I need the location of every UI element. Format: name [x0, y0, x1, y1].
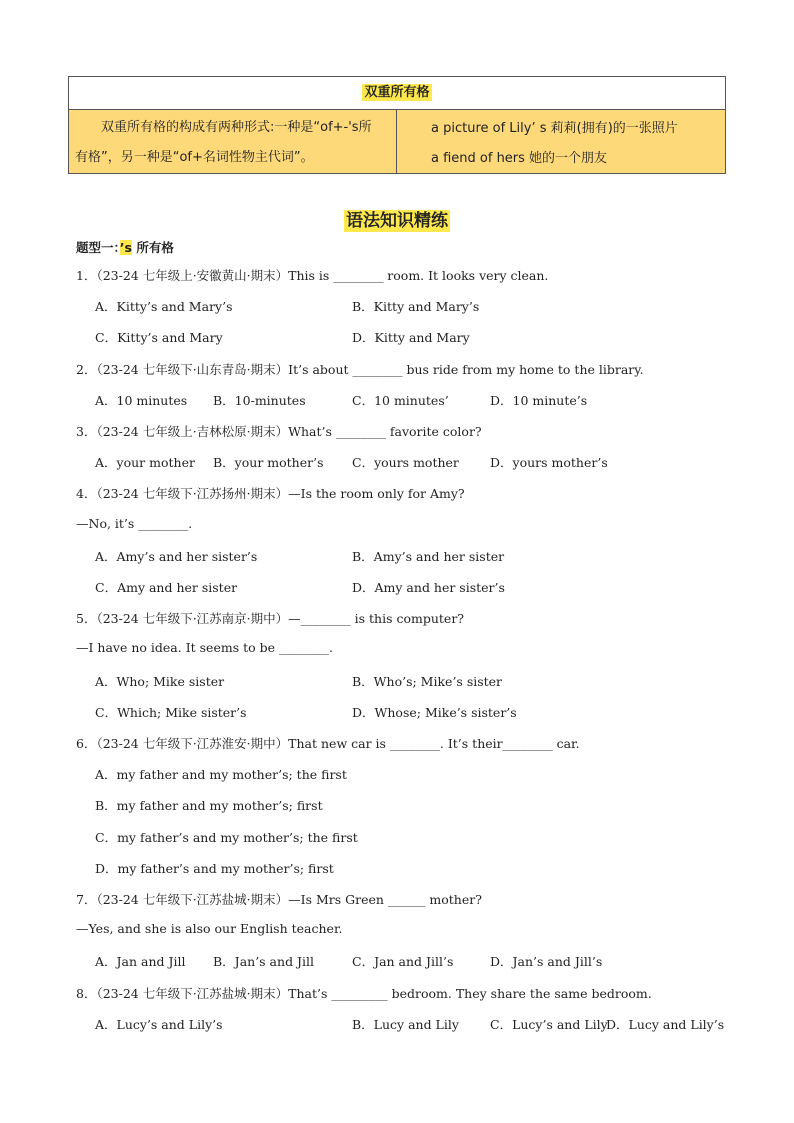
option-a[interactable]: A．Amy’s and her sister’s — [95, 549, 258, 564]
table-left-cell — [69, 110, 397, 173]
table-body — [69, 110, 725, 173]
option-a[interactable]: A．Lucy’s and Lily’s — [95, 1017, 223, 1032]
table-header-text: 双重所有格 — [364, 85, 430, 100]
option-d[interactable]: D．Amy and her sister’s — [352, 580, 505, 595]
option-c[interactable]: C．yours mother — [352, 455, 459, 470]
option-c[interactable]: C．Lucy’s and Lily — [490, 1017, 608, 1032]
option-a[interactable]: A．Kitty’s and Mary’s — [95, 299, 233, 314]
grammar-table — [68, 76, 726, 174]
option-b[interactable]: B．Kitty and Mary’s — [352, 299, 480, 314]
option-a[interactable]: A．10 minutes — [95, 393, 188, 408]
option-d[interactable]: D．Jan’s and Jill’s — [490, 954, 603, 969]
option-b[interactable]: B．Lucy and Lily — [352, 1017, 459, 1032]
question-stem: 3．（23-24 七年级上·吉林松原·期末）What’s ________ favorite color? — [76, 424, 482, 439]
table-right-line: a fiend of hers 她的一个朋友 — [431, 151, 608, 166]
question-stem: 1．（23-24 七年级上·安徽黄山·期末）This is ________ room. It looks very clean. — [76, 268, 549, 283]
option-d[interactable]: D．yours mother’s — [490, 455, 608, 470]
question-stem: 8．（23-24 七年级下·江苏盐城·期末）That’s _________ bedroom. They share the same bedroom. — [76, 986, 652, 1001]
option-b[interactable]: B．my father and my mother’s; first — [95, 798, 323, 813]
table-header — [69, 77, 725, 110]
question-stem-reply: —Yes, and she is also our English teacher. — [76, 921, 343, 936]
option-a[interactable]: A．Who; Mike sister — [95, 674, 225, 689]
question-stem-reply: —No, it’s ________. — [76, 516, 193, 531]
option-c[interactable]: C．Kitty’s and Mary — [95, 330, 223, 345]
option-a[interactable]: A．my father and my mother’s; the first — [95, 767, 347, 782]
type-title-suffix: 所有格 — [131, 240, 174, 255]
type-title-highlight: ’s — [119, 240, 132, 255]
option-a[interactable]: A．your mother — [95, 455, 195, 470]
option-b[interactable]: B．10-minutes — [213, 393, 306, 408]
option-b[interactable]: B．your mother’s — [213, 455, 324, 470]
section-title — [0, 206, 794, 231]
option-c[interactable]: C．10 minutes’ — [352, 393, 449, 408]
option-c[interactable]: C．Which; Mike sister’s — [95, 705, 247, 720]
option-c[interactable]: C．Jan and Jill’s — [352, 954, 454, 969]
option-a[interactable]: A．Jan and Jill — [95, 954, 186, 969]
option-b[interactable]: B．Who’s; Mike’s sister — [352, 674, 503, 689]
section-title-text: 语法知识精练 — [346, 211, 448, 231]
option-d[interactable]: D．10 minute’s — [490, 393, 588, 408]
option-c[interactable]: C．my father’s and my mother’s; the first — [95, 830, 358, 845]
option-b[interactable]: B．Amy’s and her sister — [352, 549, 505, 564]
type-title-prefix: 题型一： — [76, 240, 120, 255]
question-stem: 7．（23-24 七年级下·江苏盐城·期末）—Is Mrs Green ______ mother? — [76, 892, 482, 907]
option-d[interactable]: D．my father’s and my mother’s; first — [95, 861, 334, 876]
question-stem: 4．（23-24 七年级下·江苏扬州·期末）—Is the room only for Amy? — [76, 486, 465, 501]
option-d[interactable]: D．Whose; Mike’s sister’s — [352, 705, 517, 720]
option-b[interactable]: B．Jan’s and Jill — [213, 954, 315, 969]
table-right-cell — [397, 110, 725, 173]
option-c[interactable]: C．Amy and her sister — [95, 580, 238, 595]
question-stem: 6．（23-24 七年级下·江苏淮安·期中）That new car is ________. It’s their________ car. — [76, 736, 580, 751]
option-d[interactable]: D．Lucy and Lily’s — [606, 1017, 725, 1032]
table-right-line: a picture of Lily’ s 莉莉(拥有)的一张照片 — [431, 121, 678, 136]
table-left-line: 双重所有格的构成有两种形式:一种是“of+-'s所 — [101, 120, 372, 135]
question-stem-reply: —I have no idea. It seems to be ________. — [76, 640, 333, 655]
option-d[interactable]: D．Kitty and Mary — [352, 330, 470, 345]
table-left-line: 有格”，另一种是“of+名词性物主代词”。 — [75, 150, 314, 165]
type-title — [76, 238, 174, 256]
question-stem: 2．（23-24 七年级下·山东青岛·期末）It’s about ________ bus ride from my home to the library. — [76, 362, 644, 377]
question-stem: 5．（23-24 七年级下·江苏南京·期中）—________ is this computer? — [76, 611, 465, 626]
